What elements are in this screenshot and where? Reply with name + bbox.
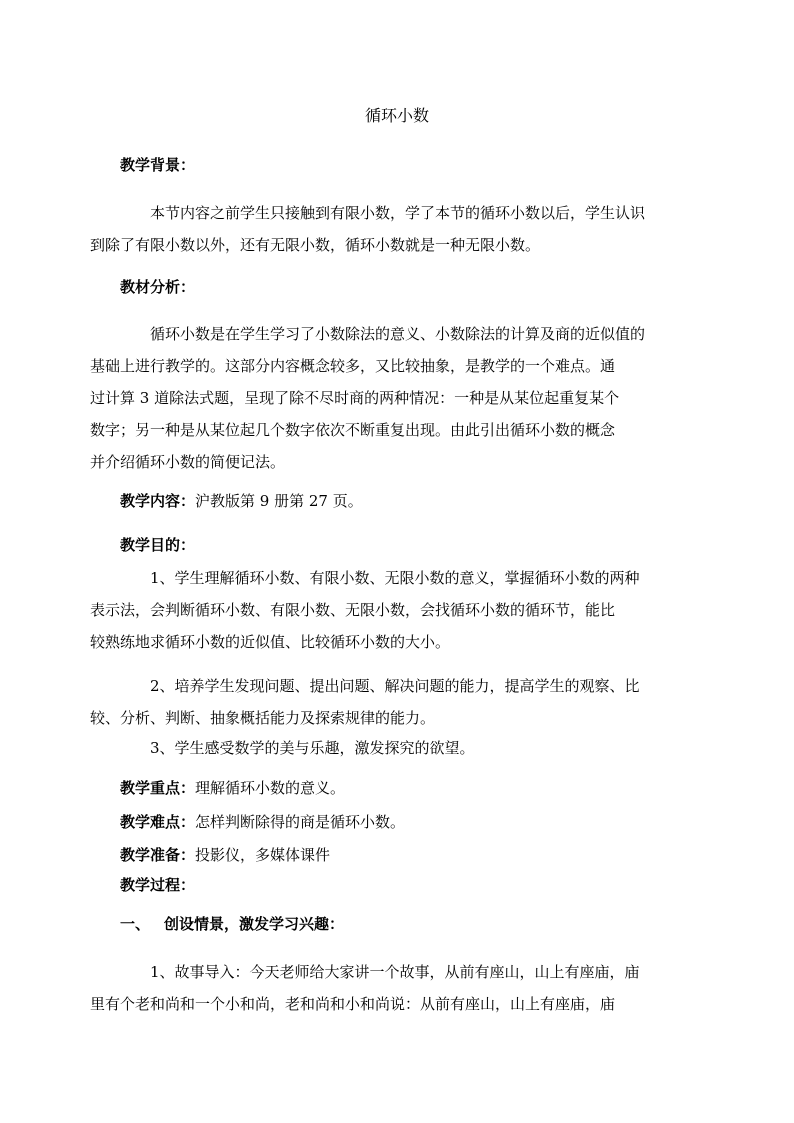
paragraph-line: 较熟练地求循环小数的近似值、比较循环小数的大小。 [90,633,451,651]
content-value: 沪教版第 9 册第 27 页。 [195,492,363,510]
paragraph-line: 3、学生感受数学的美与乐趣，激发探究的欲望。 [150,739,475,757]
analysis-heading: 教材分析： [120,278,196,296]
paragraph-line: 本节内容之前学生只接触到有限小数，学了本节的循环小数以后，学生认识 [150,204,646,222]
paragraph-line: 到除了有限小数以外，还有无限小数，循环小数就是一种无限小数。 [90,236,541,254]
section-number: 一、 [120,915,151,933]
objectives-heading: 教学目的： [120,536,196,554]
story-paragraph [90,956,676,1020]
key-point-label: 教学重点： [120,779,196,797]
paragraph-line: 数字；另一种是从某位起几个数字依次不断重复出现。由此引出循环小数的概念 [90,421,616,439]
key-point-line [120,778,345,798]
difficulty-value: 怎样判断除得的商是循环小数。 [195,813,406,831]
preparation-line [120,845,330,865]
paragraph-line: 较、分析、判断、抽象概括能力及探索规律的能力。 [90,709,436,727]
analysis-paragraph [90,318,676,478]
paragraph-line: 过计算 3 道除法式题，呈现了除不尽时商的两种情况：一种是从某位起重复某个 [90,389,620,407]
paragraph-line: 1、故事导入：今天老师给大家讲一个故事，从前有座山，山上有座庙，庙 [150,963,640,981]
paragraph-line: 基础上进行教学的。这部分内容概念较多，又比较抽象，是教学的一个难点。通 [90,357,616,375]
difficulty-line [120,812,405,832]
paragraph-line: 循环小数是在学生学习了小数除法的意义、小数除法的计算及商的近似值的 [150,325,646,343]
content-line [120,491,363,511]
paragraph-line: 2、培养学生发现问题、提出问题、解决问题的能力，提高学生的观察、比 [150,677,640,695]
key-point-value: 理解循环小数的意义。 [195,779,346,797]
paragraph-line: 1、学生理解循环小数、有限小数、无限小数的意义，掌握循环小数的两种 [150,569,640,587]
objective-item-3 [120,732,676,764]
section-title: 创设情景，激发学习兴趣： [164,915,345,933]
process-heading: 教学过程： [120,876,196,894]
paragraph-line: 并介绍循环小数的简便记法。 [90,453,286,471]
objective-item-1 [90,562,676,658]
preparation-label: 教学准备： [120,846,196,864]
process-section-1-heading [120,914,344,934]
paragraph-line: 表示法，会判断循环小数、有限小数、无限小数，会找循环小数的循环节，能比 [90,601,616,619]
content-label: 教学内容： [120,492,196,510]
paragraph-line: 里有个老和尚和一个小和尚，老和尚和小和尚说：从前有座山，山上有座庙，庙 [90,995,616,1013]
document-title: 循环小数 [364,106,429,125]
background-heading: 教学背景： [120,156,196,174]
preparation-value: 投影仪，多媒体课件 [195,846,331,864]
background-paragraph [90,197,676,261]
objective-item-2 [90,670,676,734]
difficulty-label: 教学难点： [120,813,196,831]
